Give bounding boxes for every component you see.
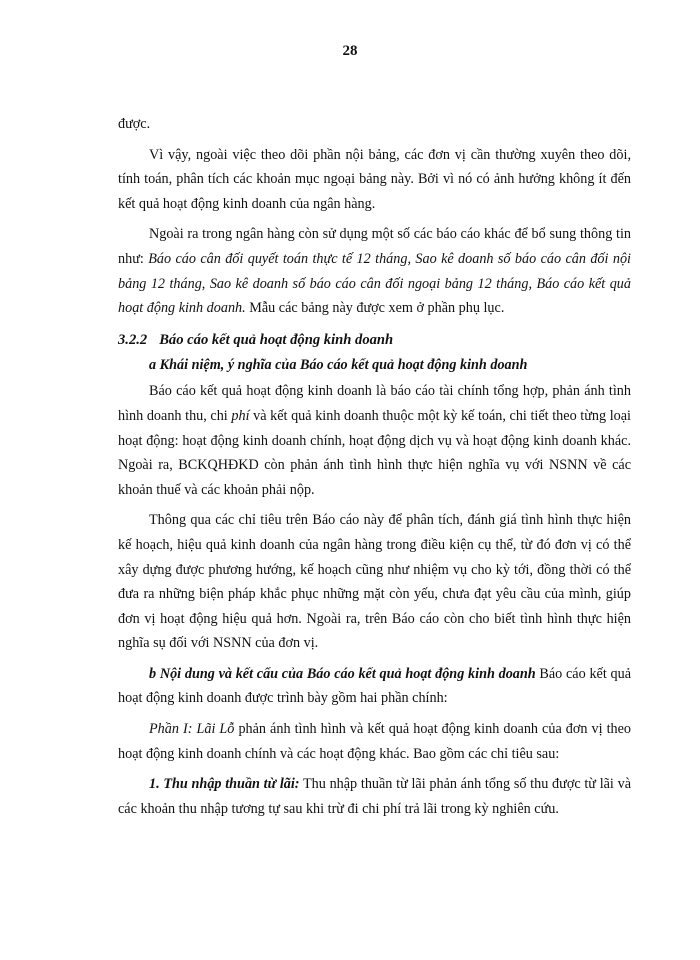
paragraph-text: Ngoài ra trong ngân hàng còn sử dụng một số các báo cáo khác để bổ sung thông tin như:: [118, 226, 631, 267]
paragraph-part-one: [118, 717, 631, 766]
italic-word: phí: [231, 407, 250, 424]
paragraph-definition: [118, 379, 631, 502]
subsection-heading-a: a Khái niệm, ý nghĩa của Báo cáo kết quả hoạt động kinh doanh: [149, 356, 528, 373]
section-number: 3.2.2: [118, 331, 148, 348]
report-list-italic: Báo cáo cân đối quyết toán thực tế 12 tháng, Sao kê doanh số báo cáo cân đối nội bảng 12 tháng, Sao kê doanh số báo cáo cân đối ngoại bảng 12 tháng, Báo cáo kết quả hoạt động kinh doanh.: [118, 250, 631, 317]
section-heading: [118, 327, 631, 353]
paragraph-text: và kết quả kinh doanh thuộc một kỳ kế toán, chi tiết theo từng loại hoạt động: hoạt động kinh doanh chính, hoạt động dịch vụ và hoạt động kinh doanh khác. Ngoài ra, BCKQHĐKD còn phản ánh tình hình thực hiện nghĩa vụ với NSNN về các khoản thuế và các khoản phải nộp.: [118, 407, 631, 498]
paragraph-off-balance: Vì vậy, ngoài việc theo dõi phần nội bảng, các đơn vị cần thường xuyên theo dõi, tính toán, phân tích các khoản mục ngoại bảng này. Bởi vì nó có ảnh hưởng không ít đến kết quả hoạt động kinh doanh của ngân hàng.: [118, 146, 631, 212]
item-one-label: 1. Thu nhập thuần từ lãi:: [149, 776, 300, 793]
paragraph-other-reports: [118, 222, 631, 320]
paragraph-text: Mẫu các bảng này được xem ở phần phụ lục.: [245, 300, 505, 317]
paragraph-text: Báo cáo kết quả hoạt động kinh doanh được trình bày gồm hai phần chính:: [118, 665, 632, 707]
paragraph-text: phản ánh tình hình và kết quả hoạt động kinh doanh của đơn vị theo hoạt động kinh doanh chính và các hoạt động khác. Bao gồm các chỉ tiêu sau:: [118, 721, 631, 762]
page-number: 28: [342, 43, 358, 59]
section-title: Báo cáo kết quả hoạt động kinh doanh: [159, 331, 394, 348]
paragraph-analysis: Thông qua các chỉ tiêu trên Báo cáo này để phân tích, đánh giá tình hình thực hiện kế hoạch, hiệu quả kinh doanh của ngân hàng trong điều kiện cụ thể, từ đó đơn vị có thể xây dựng được phương hướng, kế hoạch cũng như nhiệm vụ cho kỳ tới, đồng thời có thể đưa ra những biện pháp khắc phục những mặt còn yếu, chưa đạt yêu cầu của mình, giúp đơn vị hoạt động hiệu quả hơn. Ngoài ra, trên Báo cáo còn cho biết tình hình thực hiện nghĩa sụ đối với NSNN của đơn vị.: [118, 512, 631, 652]
paragraph-net-interest: [118, 772, 631, 821]
paragraph-text: Thu nhập thuần từ lãi phản ánh tổng số thu được từ lãi và các khoản thu nhập tương tự sau khi trừ đi chi phí trả lãi trong kỳ nghiên cứu.: [118, 776, 631, 817]
paragraph-structure: [118, 662, 631, 711]
document-body: [118, 112, 631, 827]
paragraph-continuation: được.: [118, 116, 151, 132]
paragraph-text: Báo cáo kết quả hoạt động kinh doanh là báo cáo tài chính tổng hợp, phản ánh tình hình doanh thu, chi: [118, 383, 631, 424]
subsection-heading-b: b Nội dung và kết cấu của Báo cáo kết quả hoạt động kinh doanh: [149, 665, 536, 682]
part-one-label: Phần I: Lãi Lỗ: [149, 721, 235, 738]
